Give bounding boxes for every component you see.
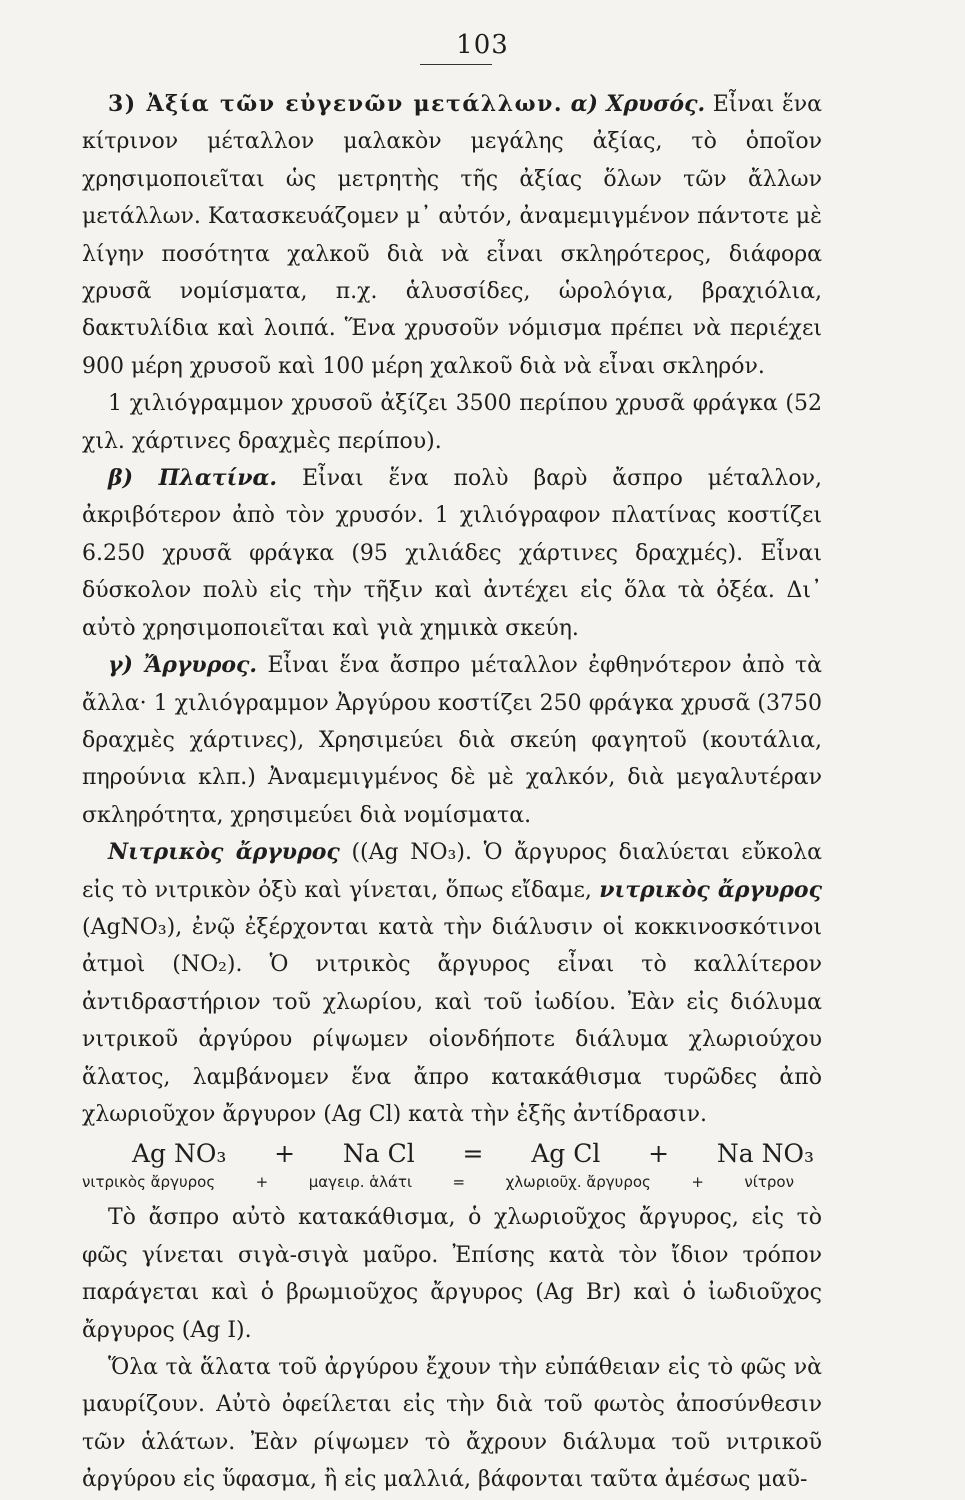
equation-label: νίτρον: [744, 1173, 794, 1192]
gold-price-paragraph: 1 χιλιόγραμμον χρυσοῦ ἀξίζει 3500 περίπου χρυσᾶ φράγκα (52 χιλ. χάρτινες δραχμὲς περίπου).: [82, 391, 822, 454]
equation-label: μαγειρ. ἁλάτι: [308, 1173, 413, 1192]
equation-term: Na NO₃: [716, 1139, 814, 1169]
platinum-label: β) Πλατίνα.: [108, 465, 278, 492]
gold-label: α) Χρυσός.: [570, 91, 706, 117]
silver-nitrate-text-b: (AgNO₃), ἐνῷ ἐξέρχονται κατὰ τὴν διάλυσιν οἱ κοκκινοσκότινοι ἀτμοὶ (NO₂). Ὁ νιτρικὸς ἄργυρος εἶναι τὸ καλλίτερον ἀντιδραστήριον τοῦ χλωρίου, καὶ τοῦ ἰωδίου. Ἐὰν εἰς διόλυμα νιτρικοῦ ἀργύρου ρίψωμεν οἱονδήποτε διάλυμα χλωριούχου ἅλατος, λαμβάνομεν ἕνα ἄπρο κατακάθισμα τυρῶδες ἀπὸ χλωριοῦχον ἄργυρον (Ag Cl) κατὰ τὴν ἑξῆς ἀντίδρασιν.: [82, 914, 822, 1127]
reaction-equation-labels: [82, 1171, 822, 1199]
silver-label: γ) Ἄργυρος.: [108, 652, 258, 679]
platinum-paragraph: [82, 460, 822, 647]
silver-chloride-paragraph: Τὸ ἄσπρο αὐτὸ κατακάθισμα, ὁ χλωριοῦχος ἄργυρος, εἰς τὸ φῶς γίνεται σιγὰ-σιγὰ μαῦρο. Ἐπίσης κατὰ τὸν ἴδιον τρόπον παράγεται καὶ ὁ βρωμιοῦχος ἄργυρος (Ag Br) καὶ ὁ ἰωδιοῦχος ἄργυρος (Ag I).: [82, 1205, 822, 1343]
equation-operator: +: [648, 1139, 670, 1169]
equation-label: χλωριοῦχ. ἄργυρος: [505, 1173, 651, 1192]
page-number: 103: [456, 30, 509, 60]
silver-paragraph: [82, 647, 822, 834]
equation-label: +: [691, 1173, 704, 1192]
gold-paragraph: [82, 86, 822, 385]
equation-term: Ag Cl: [531, 1139, 601, 1169]
silver-nitrate-text-a: Ὁ ἄργυρος διαλύεται εὔκολα εἰς τὸ νιτρικὸν ὀξὺ καὶ γίνεται, ὅπως εἴδαμε,: [82, 840, 822, 903]
silver-salts-paragraph: Ὅλα τὰ ἅλατα τοῦ ἀργύρου ἔχουν τὴν εὐπάθειαν εἰς τὸ φῶς νὰ μαυρίζουν. Αὐτὸ ὀφείλεται εἰς τὴν διὰ τοῦ φωτὸς ἀποσύνθεσιν τῶν ἁλάτων. Ἐὰν ρίψωμεν τὸ ἄχρουν διάλυμα τοῦ νιτρικοῦ ἀργύρου εἰς ὕφασμα, ἢ εἰς μαλλιά, βάφονται ταῦτα ἀμέσως μαῦ-: [82, 1355, 822, 1493]
silver-nitrate-term: νιτρικὸς ἄργυρος: [599, 876, 822, 903]
silver-text: Εἶναι ἕνα ἄσπρο μέταλλον ἐφθηνότερον ἀπὸ τὰ ἄλλα· 1 χιλιόγραμμον Ἀργύρου κοστίζει 250 φράγκα χρυσᾶ (3750 δραχμὲς χάρτινες), Χρησιμεύει διὰ σκεύη φαγητοῦ (κουτάλια, πηρούνια κλπ.) Ἀναμεμιγμένος δὲ μὲ χαλκόν, διὰ μεγαλυτέραν σκληρότητα, χρησιμεύει διὰ νομίσματα.: [82, 653, 823, 828]
equation-label: +: [255, 1173, 269, 1192]
equation-label: =: [452, 1173, 466, 1192]
reaction-equation: [82, 1133, 822, 1171]
silver-nitrate-label: Νιτρικὸς ἄργυρος: [108, 839, 340, 866]
silver-nitrate-formula: ((Ag NO₃).: [351, 840, 472, 866]
equation-operator: +: [274, 1139, 296, 1169]
equation-term: Na Cl: [342, 1139, 415, 1169]
page-number-rule: [420, 64, 492, 65]
equation-operator: =: [462, 1139, 484, 1169]
equation-term: Ag NO₃: [132, 1139, 227, 1169]
platinum-text: Εἶναι ἕνα πολὺ βαρὺ ἄσπρο μέταλλον, ἀκριβότερον ἀπὸ τὸν χρυσόν. 1 χιλιόγραφον πλατίνας κοστίζει 6.250 χρυσᾶ φράγκα (95 χιλιάδες χάρτινες δραχμές). Εἶναι δύσκολον πολὺ εἰς τὴν τῆξιν καὶ ἀντέχει εἰς ὅλα τὰ ὀξέα. Δι᾽ αὐτὸ χρησιμοποιεῖται καὶ γιὰ χημικὰ σκεύη.: [82, 466, 822, 641]
page-body: [82, 86, 822, 1499]
equation-label: νιτρικὸς ἄργυρος: [82, 1173, 216, 1192]
section-heading: 3) Ἀξία τῶν εὐγενῶν μετάλλων.: [108, 91, 563, 117]
gold-text: Εἶναι ἕνα κίτρινον μέταλλον μαλακὸν μεγάλης ἀξίας, τὸ ὁποῖον χρησιμοποιεῖται ὡς μετρητὴς τῆς ἀξίας ὅλων τῶν ἄλλων μετάλλων. Κατασκευάζομεν μ᾽ αὐτόν, ἀναμεμιγμένον πάντοτε μὲ λίγην ποσότητα χαλκοῦ διὰ νὰ εἶναι σκληρότερος, διάφορα χρυσᾶ νομίσματα, π.χ. ἁλυσσίδες, ὡρολόγια, βραχιόλια, δακτυλίδια καὶ λοιπά. Ἕνα χρυσοῦν νόμισμα πρέπει νὰ περιέχει 900 μέρη χρυσοῦ καὶ 100 μέρη χαλκοῦ διὰ νὰ εἶναι σκληρόν.: [82, 92, 822, 379]
silver-nitrate-paragraph: [82, 834, 822, 1133]
